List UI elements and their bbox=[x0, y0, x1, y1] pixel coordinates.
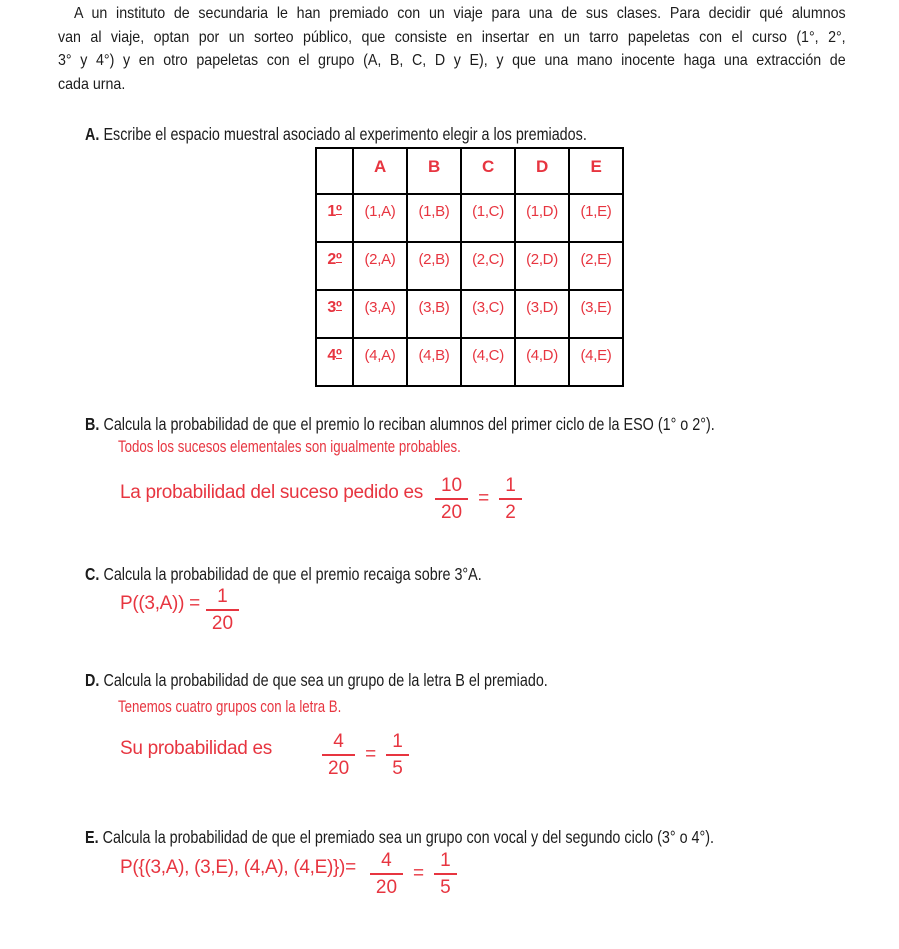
table-cell: (3,B) bbox=[407, 290, 461, 338]
equals-sign: = bbox=[413, 863, 425, 884]
fraction bbox=[386, 732, 409, 778]
table-col-header: B bbox=[407, 148, 461, 194]
section-e-label: E. bbox=[85, 827, 99, 847]
fraction-denominator: 20 bbox=[211, 613, 234, 634]
section-d-heading bbox=[85, 669, 548, 691]
table-cell: (3,D) bbox=[515, 290, 569, 338]
fraction-numerator: 4 bbox=[333, 731, 344, 752]
fraction bbox=[434, 851, 457, 897]
ordinal-mark: º bbox=[336, 251, 342, 268]
table-cell: (1,D) bbox=[515, 194, 569, 242]
section-c-expression: P((3,A)) = bbox=[120, 593, 200, 614]
section-b-note: Todos los sucesos elementales son igualmente probables. bbox=[118, 437, 461, 456]
fraction-numerator: 1 bbox=[440, 850, 451, 871]
table-cell: (3,C) bbox=[461, 290, 515, 338]
table-col-header: E bbox=[569, 148, 623, 194]
section-d-result-text: Su probabilidad es bbox=[120, 738, 272, 759]
section-b-result-text: La probabilidad del suceso pedido es bbox=[120, 482, 423, 503]
intro-line: 3° y 4°) y en otro papeletas con el grupo (A, B, C, D y E), y que una mano inocente haga una extracción de bbox=[58, 52, 846, 70]
section-b-result bbox=[120, 476, 522, 522]
table-row-header: 4º bbox=[316, 338, 353, 386]
table-cell: (1,C) bbox=[461, 194, 515, 242]
table-corner-cell bbox=[316, 148, 353, 194]
intro-line: A un instituto de secundaria le han premiado con un viaje para una de sus clases. Para decidir qué alumnos bbox=[74, 5, 846, 22]
table-col-header: C bbox=[461, 148, 515, 194]
fraction-denominator: 20 bbox=[328, 758, 350, 779]
table-row bbox=[316, 194, 623, 242]
table-header-row bbox=[316, 148, 623, 194]
section-e-expression: P({(3,A), (3,E), (4,A), (4,E)})= bbox=[120, 857, 356, 878]
table-row bbox=[316, 338, 623, 386]
intro-line: cada urna. bbox=[58, 75, 126, 93]
fraction-numerator: 1 bbox=[392, 731, 403, 752]
section-d-note: Tenemos cuatro grupos con la letra B. bbox=[118, 697, 342, 716]
equals-sign: = bbox=[365, 744, 377, 765]
table-row-header: 3º bbox=[316, 290, 353, 338]
section-e-heading bbox=[85, 826, 714, 848]
fraction-denominator: 20 bbox=[440, 502, 463, 523]
section-d-result bbox=[120, 732, 409, 778]
table-cell: (1,E) bbox=[569, 194, 623, 242]
table-cell: (2,D) bbox=[515, 242, 569, 290]
fraction-denominator: 5 bbox=[440, 877, 451, 898]
table-cell: (3,E) bbox=[569, 290, 623, 338]
table-cell: (1,A) bbox=[353, 194, 407, 242]
table-cell: (2,B) bbox=[407, 242, 461, 290]
section-d-label: D. bbox=[85, 670, 100, 690]
table-row-header: 1º bbox=[316, 194, 353, 242]
fraction-denominator: 2 bbox=[505, 502, 516, 523]
ordinal-mark: º bbox=[336, 203, 342, 220]
table-col-header: D bbox=[515, 148, 569, 194]
table-cell: (4,C) bbox=[461, 338, 515, 386]
section-c-text: Calcula la probabilidad de que el premio recaiga sobre 3°A. bbox=[103, 564, 482, 584]
section-e-result bbox=[120, 851, 457, 897]
ordinal-mark: º bbox=[336, 347, 342, 364]
section-c-result bbox=[120, 587, 239, 633]
fraction bbox=[370, 851, 403, 897]
intro-paragraph bbox=[58, 2, 846, 96]
fraction bbox=[322, 732, 355, 778]
table-cell: (2,A) bbox=[353, 242, 407, 290]
sample-space-table bbox=[315, 147, 624, 387]
fraction-denominator: 5 bbox=[392, 758, 403, 779]
fraction-numerator: 1 bbox=[505, 475, 516, 496]
section-a-label: A. bbox=[85, 124, 100, 144]
fraction bbox=[499, 476, 522, 522]
table-cell: (1,B) bbox=[407, 194, 461, 242]
fraction-denominator: 20 bbox=[375, 877, 398, 898]
table-row bbox=[316, 290, 623, 338]
table-cell: (4,E) bbox=[569, 338, 623, 386]
section-a-heading bbox=[85, 123, 587, 145]
section-b-label: B. bbox=[85, 414, 100, 434]
table-col-header: A bbox=[353, 148, 407, 194]
fraction-numerator: 10 bbox=[440, 475, 463, 496]
table-cell: (4,B) bbox=[407, 338, 461, 386]
table-cell: (3,A) bbox=[353, 290, 407, 338]
intro-line: van al viaje, optan por un sorteo público, que consiste en insertar en un tarro papeletas con el curso (1°, 2°, bbox=[58, 28, 846, 46]
section-e-text: Calcula la probabilidad de que el premiado sea un grupo con vocal y del segundo ciclo (3° o 4°). bbox=[102, 827, 715, 847]
section-b-heading bbox=[85, 413, 715, 435]
section-b-text: Calcula la probabilidad de que el premio lo reciban alumnos del primer ciclo de la ESO (1° o 2°). bbox=[103, 414, 715, 434]
section-c-label: C. bbox=[85, 564, 100, 584]
table-cell: (2,E) bbox=[569, 242, 623, 290]
fraction bbox=[435, 476, 468, 522]
ordinal-mark: º bbox=[336, 299, 342, 316]
fraction-numerator: 4 bbox=[381, 850, 392, 871]
equals-sign: = bbox=[478, 488, 490, 509]
section-c-heading bbox=[85, 563, 482, 585]
table-cell: (4,D) bbox=[515, 338, 569, 386]
table-row-header: 2º bbox=[316, 242, 353, 290]
table-cell: (4,A) bbox=[353, 338, 407, 386]
section-d-text: Calcula la probabilidad de que sea un grupo de la letra B el premiado. bbox=[103, 670, 548, 690]
fraction bbox=[206, 587, 239, 633]
section-a-text: Escribe el espacio muestral asociado al experimento elegir a los premiados. bbox=[103, 124, 587, 144]
table-row bbox=[316, 242, 623, 290]
table-cell: (2,C) bbox=[461, 242, 515, 290]
fraction-numerator: 1 bbox=[217, 586, 228, 607]
